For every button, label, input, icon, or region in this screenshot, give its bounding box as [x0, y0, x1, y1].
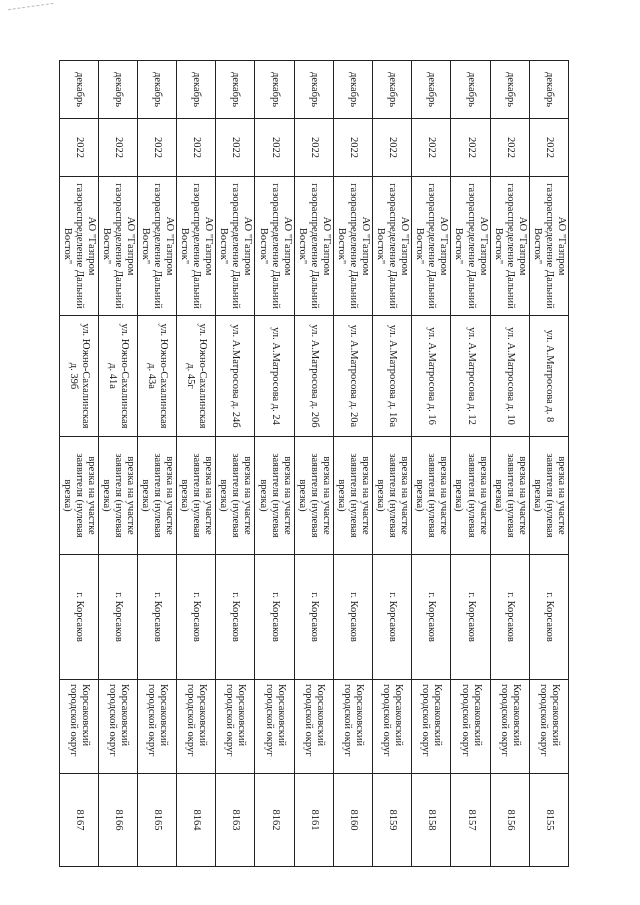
scan-artifact [8, 3, 54, 14]
address-cell: ул. Южно-Сахалинская д. 43а [137, 316, 176, 437]
district-cell: Корсаковский городской округ [333, 680, 372, 774]
table-row [373, 61, 412, 867]
district-cell: Корсаковский городской округ [490, 680, 529, 774]
organization-cell: АО "Газпром газораспределение Дальний Восток" [137, 177, 176, 316]
address-cell: ул. А.Матросова д. 8 [529, 316, 568, 437]
connection-type-cell: врезка на участке заявителя (нулевая врезка) [333, 437, 372, 555]
city-cell: г. Корсаков [490, 555, 529, 680]
address-cell: ул. А.Матросова д. 10 [490, 316, 529, 437]
city-cell: г. Корсаков [59, 555, 98, 680]
district-cell: Корсаковский городской округ [177, 680, 216, 774]
table-row [216, 61, 255, 867]
connection-type-cell: врезка на участке заявителя (нулевая врезка) [98, 437, 137, 555]
connection-type-cell: врезка на участке заявителя (нулевая врезка) [177, 437, 216, 555]
organization-cell: АО "Газпром газораспределение Дальний Восток" [177, 177, 216, 316]
month-cell: декабрь [255, 61, 294, 119]
connection-type-cell: врезка на участке заявителя (нулевая врезка) [373, 437, 412, 555]
city-cell: г. Корсаков [216, 555, 255, 680]
address-cell: ул. А.Матросова д. 24 [255, 316, 294, 437]
row-number-cell: 8165 [137, 774, 176, 867]
address-cell: ул. А.Матросова д. 24б [216, 316, 255, 437]
district-cell: Корсаковский городской округ [373, 680, 412, 774]
month-cell: декабрь [216, 61, 255, 119]
address-cell: ул. А.Матросова д. 12 [451, 316, 490, 437]
city-cell: г. Корсаков [412, 555, 451, 680]
district-cell: Корсаковский городской округ [216, 680, 255, 774]
month-cell: декабрь [98, 61, 137, 119]
row-number-cell: 8167 [59, 774, 98, 867]
city-cell: г. Корсаков [137, 555, 176, 680]
month-cell: декабрь [294, 61, 333, 119]
year-cell: 2022 [177, 119, 216, 177]
organization-cell: АО "Газпром газораспределение Дальний Восток" [59, 177, 98, 316]
connection-type-cell: врезка на участке заявителя (нулевая врезка) [451, 437, 490, 555]
rotated-page [61, 60, 569, 866]
address-cell: ул. А.Матросова д. 16 [412, 316, 451, 437]
district-cell: Корсаковский городской округ [529, 680, 568, 774]
month-cell: декабрь [177, 61, 216, 119]
city-cell: г. Корсаков [451, 555, 490, 680]
district-cell: Корсаковский городской округ [255, 680, 294, 774]
organization-cell: АО "Газпром газораспределение Дальний Восток" [333, 177, 372, 316]
year-cell: 2022 [490, 119, 529, 177]
month-cell: декабрь [373, 61, 412, 119]
connection-type-cell: врезка на участке заявителя (нулевая врезка) [216, 437, 255, 555]
year-cell: 2022 [412, 119, 451, 177]
organization-cell: АО "Газпром газораспределение Дальний Восток" [529, 177, 568, 316]
city-cell: г. Корсаков [255, 555, 294, 680]
table-row [137, 61, 176, 867]
district-cell: Корсаковский городской округ [412, 680, 451, 774]
address-cell: ул. А.Матросова д. 16а [373, 316, 412, 437]
connection-type-cell: врезка на участке заявителя (нулевая врезка) [529, 437, 568, 555]
connection-type-cell: врезка на участке заявителя (нулевая врезка) [412, 437, 451, 555]
city-cell: г. Корсаков [529, 555, 568, 680]
year-cell: 2022 [137, 119, 176, 177]
table-row [255, 61, 294, 867]
row-number-cell: 8156 [490, 774, 529, 867]
city-cell: г. Корсаков [177, 555, 216, 680]
row-number-cell: 8166 [98, 774, 137, 867]
address-cell: ул. А.Матросова д. 20б [294, 316, 333, 437]
year-cell: 2022 [529, 119, 568, 177]
connection-type-cell: врезка на участке заявителя (нулевая врезка) [59, 437, 98, 555]
district-cell: Корсаковский городской округ [137, 680, 176, 774]
table-row [98, 61, 137, 867]
city-cell: г. Корсаков [333, 555, 372, 680]
organization-cell: АО "Газпром газораспределение Дальний Восток" [490, 177, 529, 316]
city-cell: г. Корсаков [373, 555, 412, 680]
table-row [177, 61, 216, 867]
district-cell: Корсаковский городской округ [451, 680, 490, 774]
table-row [59, 61, 98, 867]
district-cell: Корсаковский городской округ [98, 680, 137, 774]
year-cell: 2022 [59, 119, 98, 177]
organization-cell: АО "Газпром газораспределение Дальний Восток" [451, 177, 490, 316]
month-cell: декабрь [137, 61, 176, 119]
organization-cell: АО "Газпром газораспределение Дальний Восток" [294, 177, 333, 316]
address-cell: ул. Южно-Сахалинская д. 39б [59, 316, 98, 437]
row-number-cell: 8158 [412, 774, 451, 867]
address-cell: ул. А.Матросова д. 20а [333, 316, 372, 437]
year-cell: 2022 [373, 119, 412, 177]
year-cell: 2022 [216, 119, 255, 177]
row-number-cell: 8163 [216, 774, 255, 867]
district-cell: Корсаковский городской округ [294, 680, 333, 774]
connection-type-cell: врезка на участке заявителя (нулевая врезка) [255, 437, 294, 555]
table-row [529, 61, 568, 867]
month-cell: декабрь [333, 61, 372, 119]
connection-type-cell: врезка на участке заявителя (нулевая врезка) [294, 437, 333, 555]
month-cell: декабрь [451, 61, 490, 119]
connection-type-cell: врезка на участке заявителя (нулевая врезка) [490, 437, 529, 555]
table-row [451, 61, 490, 867]
city-cell: г. Корсаков [98, 555, 137, 680]
month-cell: декабрь [529, 61, 568, 119]
row-number-cell: 8160 [333, 774, 372, 867]
organization-cell: АО "Газпром газораспределение Дальний Восток" [412, 177, 451, 316]
row-number-cell: 8155 [529, 774, 568, 867]
table-row [294, 61, 333, 867]
year-cell: 2022 [451, 119, 490, 177]
organization-cell: АО "Газпром газораспределение Дальний Восток" [373, 177, 412, 316]
row-number-cell: 8164 [177, 774, 216, 867]
organization-cell: АО "Газпром газораспределение Дальний Восток" [216, 177, 255, 316]
connection-type-cell: врезка на участке заявителя (нулевая врезка) [137, 437, 176, 555]
organization-cell: АО "Газпром газораспределение Дальний Восток" [255, 177, 294, 316]
gas-connection-table [59, 60, 569, 867]
year-cell: 2022 [255, 119, 294, 177]
address-cell: ул. Южно-Сахалинская д. 41а [98, 316, 137, 437]
month-cell: декабрь [59, 61, 98, 119]
year-cell: 2022 [294, 119, 333, 177]
address-cell: ул. Южно-Сахалинская д. 45г [177, 316, 216, 437]
month-cell: декабрь [490, 61, 529, 119]
month-cell: декабрь [412, 61, 451, 119]
row-number-cell: 8157 [451, 774, 490, 867]
row-number-cell: 8159 [373, 774, 412, 867]
year-cell: 2022 [333, 119, 372, 177]
table-row [333, 61, 372, 867]
year-cell: 2022 [98, 119, 137, 177]
row-number-cell: 8161 [294, 774, 333, 867]
district-cell: Корсаковский городской округ [59, 680, 98, 774]
row-number-cell: 8162 [255, 774, 294, 867]
table-row [412, 61, 451, 867]
organization-cell: АО "Газпром газораспределение Дальний Восток" [98, 177, 137, 316]
table-row [490, 61, 529, 867]
city-cell: г. Корсаков [294, 555, 333, 680]
